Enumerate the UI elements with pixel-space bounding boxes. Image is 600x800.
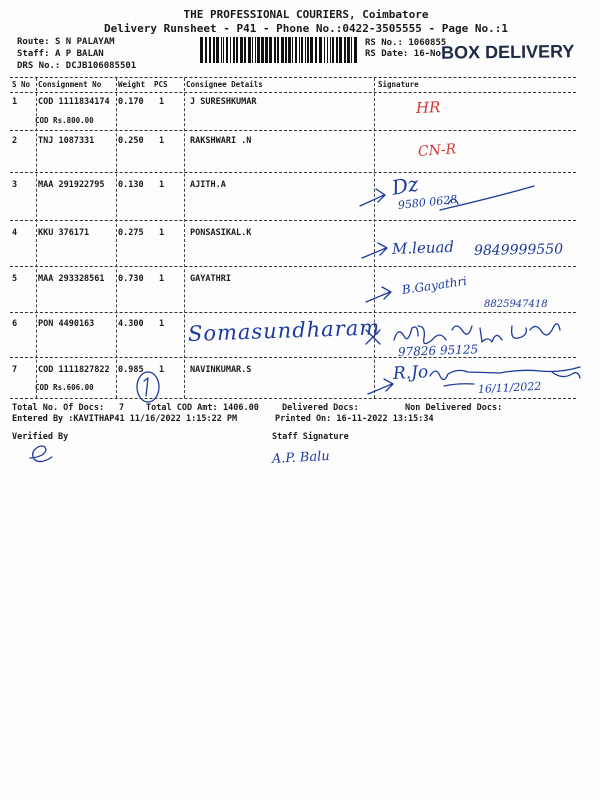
- row-consignment: COD 1111827822: [38, 365, 110, 375]
- staff-handwritten-signature: A.P. Balu: [271, 448, 331, 467]
- row-sno: 6: [12, 319, 18, 329]
- row-consignment: MAA 293328561: [38, 274, 105, 284]
- handwritten-signature: R.Jo: [392, 362, 429, 384]
- row-sno: 7: [12, 365, 18, 375]
- row-consignee: AJITH.A: [190, 180, 226, 190]
- handwritten-phone: 9849999550: [473, 241, 564, 259]
- staff-value: A P BALAN: [54, 49, 104, 59]
- row-sno: 5: [12, 274, 18, 284]
- handwritten-date: 16/11/2022: [477, 379, 542, 396]
- handwritten-phone: 8825947418: [484, 299, 548, 310]
- total-docs-label: Total No. Of Docs:: [12, 403, 105, 413]
- signature-stroke: [440, 186, 534, 210]
- non-delivered-docs-label: Non Delivered Docs:: [405, 403, 503, 413]
- handwritten-signature: Dz: [389, 171, 421, 200]
- row-consignee: NAVINKUMAR.S: [190, 365, 252, 375]
- total-cod-label: Total COD Amt:: [146, 403, 218, 413]
- handwritten-signature: M.leuad: [391, 237, 455, 258]
- total-docs-value: 7: [119, 403, 125, 413]
- row-pcs: 1: [159, 319, 165, 329]
- rs-date-value: 16-No: [413, 49, 441, 59]
- circled-weight-tick: [144, 378, 148, 396]
- row-consignment: COD 1111834174: [38, 97, 110, 107]
- delivered-docs-label: Delivered Docs:: [282, 403, 359, 413]
- row-pcs: 1: [159, 136, 165, 146]
- handwritten-signature: HR: [415, 98, 441, 117]
- handwritten-phone: 97826 95125: [397, 342, 479, 359]
- verified-initial-mark: [30, 446, 52, 462]
- row-sno: 1: [12, 97, 18, 107]
- col-header-sno: S No: [12, 80, 31, 89]
- col-header-pcs: PCS: [154, 80, 168, 89]
- row-sno: 3: [12, 180, 18, 190]
- row-sno: 2: [12, 136, 18, 146]
- handwritten-signature: B.Gayathri: [401, 273, 468, 297]
- row-pcs: 1: [159, 228, 165, 238]
- row-weight: 0.130: [118, 180, 144, 190]
- rs-no-value: 1060855: [408, 38, 447, 48]
- rs-date-label: RS Date:: [365, 49, 409, 59]
- total-cod-value: 1406.00: [223, 403, 259, 413]
- printed-on: Printed On: 16-11-2022 13:15:34: [275, 414, 434, 424]
- handwritten-phone: 9580 0628: [397, 192, 458, 212]
- route-value: S N PALAYAM: [54, 37, 115, 47]
- rs-no-label: RS No.:: [365, 38, 403, 48]
- row-consignment: KKU 376171: [38, 228, 90, 238]
- handwritten-consignee-name: Somasundharam: [187, 315, 381, 346]
- drs-value: DCJB106085501: [65, 61, 137, 71]
- row-consignee: J SURESHKUMAR: [190, 97, 257, 107]
- row-weight: 0.170: [118, 97, 144, 107]
- col-header-consignee: Consignee Details: [186, 80, 263, 89]
- row-pcs: 1: [159, 180, 165, 190]
- row-consignee: PONSASIKAL.K: [190, 228, 252, 238]
- pointer-arrow-mark: [366, 287, 391, 302]
- row-consignment: MAA 291922795: [38, 180, 105, 190]
- pointer-arrow-mark: [362, 243, 387, 258]
- signature-scribble: [430, 367, 580, 386]
- entered-by: Entered By :KAVITHAP41 11/16/2022 1:15:22 PM: [12, 414, 238, 424]
- row-weight: 0.730: [118, 274, 144, 284]
- row-sno: 4: [12, 228, 18, 238]
- cross-mark: [366, 330, 380, 344]
- row-weight: 4.300: [118, 319, 144, 329]
- col-header-signature: Signature: [378, 80, 419, 89]
- col-header-weight: Weight: [118, 80, 146, 89]
- circled-weight-mark: [137, 372, 159, 402]
- pointer-arrow-mark: [368, 379, 393, 394]
- verified-by-label: Verified By: [12, 432, 69, 442]
- drs-label: DRS No.:: [17, 61, 61, 71]
- box-delivery-stamp: BOX DELIVERY: [440, 41, 575, 63]
- row-weight: 0.985: [118, 365, 144, 375]
- row-weight: 0.275: [118, 228, 144, 238]
- row-consignment: PON 4490163: [38, 319, 95, 329]
- signature-scribble: [394, 324, 560, 344]
- row-pcs: 1: [159, 365, 165, 375]
- route-label: Route:: [17, 37, 50, 47]
- row-cod-amount: COD Rs.800.00: [35, 116, 94, 125]
- row-consignee: RAKSHWARI .N: [190, 136, 252, 146]
- company-title: THE PROFESSIONAL COURIERS, Coimbatore: [183, 8, 429, 21]
- pointer-arrow-mark: [360, 189, 385, 206]
- row-pcs: 1: [159, 274, 165, 284]
- handwritten-signature: CN-R: [417, 141, 457, 160]
- col-header-consignment: Consignment No: [38, 80, 102, 89]
- staff-label: Staff:: [17, 49, 50, 59]
- row-pcs: 1: [159, 97, 165, 107]
- runsheet-subtitle: Delivery Runsheet - P41 - Phone No.:0422-3505555 - Page No.:1: [104, 22, 508, 35]
- row-consignee: GAYATHRI: [190, 274, 231, 284]
- row-weight: 0.250: [118, 136, 144, 146]
- staff-signature-label: Staff Signature: [272, 432, 349, 442]
- row-cod-amount: COD Rs.606.00: [35, 383, 94, 392]
- row-consignment: TNJ 1087331: [38, 136, 95, 146]
